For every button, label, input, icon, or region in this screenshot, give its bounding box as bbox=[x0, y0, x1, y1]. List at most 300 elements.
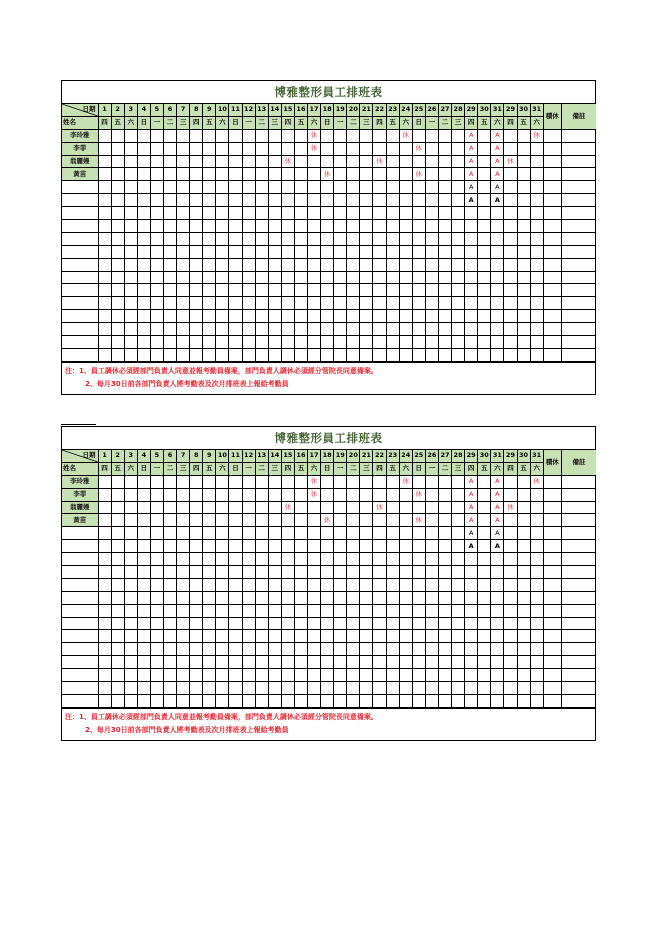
leave-cell[interactable] bbox=[543, 194, 561, 207]
schedule-cell[interactable] bbox=[360, 155, 373, 168]
schedule-cell[interactable] bbox=[190, 501, 203, 514]
leave-cell[interactable] bbox=[543, 553, 561, 566]
schedule-cell[interactable] bbox=[438, 336, 451, 349]
schedule-cell[interactable] bbox=[399, 142, 412, 155]
schedule-cell[interactable]: A bbox=[465, 501, 478, 514]
schedule-cell[interactable] bbox=[373, 220, 386, 233]
schedule-cell[interactable] bbox=[399, 527, 412, 540]
schedule-cell[interactable] bbox=[124, 207, 137, 220]
schedule-cell[interactable] bbox=[438, 220, 451, 233]
schedule-cell[interactable] bbox=[412, 501, 425, 514]
schedule-cell[interactable] bbox=[491, 207, 504, 220]
schedule-cell[interactable] bbox=[137, 323, 150, 336]
schedule-cell[interactable] bbox=[504, 630, 517, 643]
schedule-cell[interactable] bbox=[386, 591, 399, 604]
leave-cell[interactable] bbox=[543, 142, 561, 155]
schedule-cell[interactable] bbox=[321, 336, 334, 349]
schedule-cell[interactable] bbox=[373, 181, 386, 194]
schedule-cell[interactable] bbox=[399, 310, 412, 323]
schedule-cell[interactable] bbox=[308, 682, 321, 695]
schedule-cell[interactable] bbox=[517, 297, 530, 310]
schedule-cell[interactable] bbox=[360, 591, 373, 604]
schedule-cell[interactable] bbox=[190, 258, 203, 271]
schedule-cell[interactable] bbox=[255, 514, 268, 527]
schedule-cell[interactable] bbox=[478, 566, 491, 579]
schedule-cell[interactable] bbox=[124, 669, 137, 682]
schedule-cell[interactable] bbox=[98, 578, 111, 591]
schedule-cell[interactable] bbox=[98, 617, 111, 630]
schedule-cell[interactable] bbox=[124, 578, 137, 591]
schedule-cell[interactable]: A bbox=[491, 475, 504, 488]
schedule-cell[interactable] bbox=[386, 129, 399, 142]
schedule-cell[interactable] bbox=[504, 207, 517, 220]
schedule-cell[interactable] bbox=[399, 553, 412, 566]
schedule-cell[interactable]: A bbox=[465, 527, 478, 540]
schedule-cell[interactable] bbox=[294, 323, 307, 336]
schedule-cell[interactable] bbox=[281, 540, 294, 553]
employee-name[interactable] bbox=[62, 643, 98, 656]
schedule-cell[interactable] bbox=[373, 348, 386, 361]
schedule-cell[interactable] bbox=[242, 617, 255, 630]
schedule-cell[interactable] bbox=[242, 682, 255, 695]
schedule-cell[interactable] bbox=[321, 323, 334, 336]
schedule-cell[interactable] bbox=[124, 168, 137, 181]
schedule-cell[interactable] bbox=[360, 694, 373, 707]
schedule-cell[interactable] bbox=[465, 323, 478, 336]
schedule-cell[interactable] bbox=[425, 310, 438, 323]
schedule-cell[interactable] bbox=[255, 271, 268, 284]
schedule-cell[interactable] bbox=[517, 284, 530, 297]
schedule-cell[interactable] bbox=[425, 643, 438, 656]
schedule-cell[interactable] bbox=[111, 553, 124, 566]
schedule-cell[interactable] bbox=[530, 501, 543, 514]
schedule-cell[interactable] bbox=[203, 540, 216, 553]
schedule-cell[interactable] bbox=[491, 271, 504, 284]
schedule-cell[interactable] bbox=[242, 142, 255, 155]
schedule-cell[interactable] bbox=[321, 348, 334, 361]
remarks-cell[interactable] bbox=[561, 604, 596, 617]
schedule-cell[interactable] bbox=[281, 194, 294, 207]
schedule-cell[interactable] bbox=[412, 220, 425, 233]
schedule-cell[interactable] bbox=[412, 207, 425, 220]
schedule-cell[interactable] bbox=[517, 643, 530, 656]
schedule-cell[interactable] bbox=[347, 553, 360, 566]
schedule-cell[interactable] bbox=[347, 310, 360, 323]
schedule-cell[interactable] bbox=[203, 514, 216, 527]
schedule-cell[interactable] bbox=[98, 348, 111, 361]
schedule-cell[interactable] bbox=[137, 514, 150, 527]
schedule-cell[interactable] bbox=[255, 310, 268, 323]
schedule-cell[interactable] bbox=[399, 258, 412, 271]
schedule-cell[interactable] bbox=[294, 142, 307, 155]
schedule-cell[interactable] bbox=[124, 232, 137, 245]
schedule-cell[interactable] bbox=[124, 514, 137, 527]
schedule-cell[interactable] bbox=[98, 475, 111, 488]
schedule-cell[interactable] bbox=[308, 207, 321, 220]
schedule-cell[interactable]: 休 bbox=[308, 129, 321, 142]
remarks-cell[interactable] bbox=[561, 129, 596, 142]
schedule-cell[interactable] bbox=[98, 514, 111, 527]
schedule-cell[interactable] bbox=[478, 694, 491, 707]
schedule-cell[interactable] bbox=[478, 155, 491, 168]
schedule-cell[interactable] bbox=[137, 181, 150, 194]
schedule-cell[interactable] bbox=[530, 155, 543, 168]
schedule-cell[interactable] bbox=[281, 297, 294, 310]
schedule-cell[interactable] bbox=[216, 271, 229, 284]
schedule-cell[interactable] bbox=[438, 604, 451, 617]
remarks-cell[interactable] bbox=[561, 245, 596, 258]
schedule-cell[interactable] bbox=[216, 553, 229, 566]
schedule-cell[interactable]: A bbox=[491, 155, 504, 168]
schedule-cell[interactable] bbox=[438, 323, 451, 336]
schedule-cell[interactable] bbox=[190, 155, 203, 168]
leave-cell[interactable] bbox=[543, 271, 561, 284]
schedule-cell[interactable] bbox=[321, 310, 334, 323]
schedule-cell[interactable] bbox=[438, 501, 451, 514]
schedule-cell[interactable] bbox=[203, 630, 216, 643]
remarks-cell[interactable] bbox=[561, 643, 596, 656]
schedule-cell[interactable] bbox=[491, 258, 504, 271]
remarks-cell[interactable] bbox=[561, 220, 596, 233]
schedule-cell[interactable] bbox=[294, 591, 307, 604]
schedule-cell[interactable] bbox=[347, 284, 360, 297]
schedule-cell[interactable] bbox=[386, 669, 399, 682]
schedule-cell[interactable] bbox=[203, 682, 216, 695]
schedule-cell[interactable] bbox=[137, 682, 150, 695]
schedule-cell[interactable] bbox=[124, 566, 137, 579]
schedule-cell[interactable] bbox=[111, 488, 124, 501]
leave-cell[interactable] bbox=[543, 540, 561, 553]
schedule-cell[interactable] bbox=[347, 168, 360, 181]
schedule-cell[interactable] bbox=[177, 656, 190, 669]
schedule-cell[interactable] bbox=[268, 323, 281, 336]
schedule-cell[interactable] bbox=[360, 501, 373, 514]
schedule-cell[interactable]: 休 bbox=[412, 514, 425, 527]
schedule-cell[interactable] bbox=[504, 591, 517, 604]
schedule-cell[interactable] bbox=[98, 271, 111, 284]
schedule-cell[interactable] bbox=[517, 591, 530, 604]
schedule-cell[interactable] bbox=[491, 591, 504, 604]
schedule-cell[interactable] bbox=[190, 129, 203, 142]
schedule-cell[interactable] bbox=[190, 566, 203, 579]
schedule-cell[interactable] bbox=[438, 284, 451, 297]
schedule-cell[interactable] bbox=[334, 323, 347, 336]
schedule-cell[interactable] bbox=[190, 297, 203, 310]
leave-cell[interactable] bbox=[543, 245, 561, 258]
schedule-cell[interactable] bbox=[255, 578, 268, 591]
schedule-cell[interactable] bbox=[229, 168, 242, 181]
schedule-cell[interactable] bbox=[98, 656, 111, 669]
schedule-cell[interactable] bbox=[294, 297, 307, 310]
schedule-cell[interactable] bbox=[203, 604, 216, 617]
schedule-cell[interactable] bbox=[360, 566, 373, 579]
schedule-cell[interactable] bbox=[425, 514, 438, 527]
schedule-cell[interactable] bbox=[111, 323, 124, 336]
schedule-cell[interactable] bbox=[124, 617, 137, 630]
schedule-cell[interactable] bbox=[229, 501, 242, 514]
schedule-cell[interactable] bbox=[399, 643, 412, 656]
schedule-cell[interactable] bbox=[190, 310, 203, 323]
schedule-cell[interactable] bbox=[203, 310, 216, 323]
schedule-cell[interactable] bbox=[478, 656, 491, 669]
schedule-cell[interactable] bbox=[373, 310, 386, 323]
schedule-cell[interactable] bbox=[438, 643, 451, 656]
schedule-cell[interactable] bbox=[321, 682, 334, 695]
schedule-cell[interactable] bbox=[177, 501, 190, 514]
schedule-cell[interactable] bbox=[229, 323, 242, 336]
schedule-cell[interactable] bbox=[399, 604, 412, 617]
schedule-cell[interactable] bbox=[294, 245, 307, 258]
schedule-cell[interactable] bbox=[203, 488, 216, 501]
schedule-cell[interactable] bbox=[399, 591, 412, 604]
schedule-cell[interactable] bbox=[386, 553, 399, 566]
schedule-cell[interactable] bbox=[216, 514, 229, 527]
schedule-cell[interactable] bbox=[373, 475, 386, 488]
schedule-cell[interactable] bbox=[255, 682, 268, 695]
schedule-cell[interactable] bbox=[242, 553, 255, 566]
schedule-cell[interactable] bbox=[190, 527, 203, 540]
schedule-cell[interactable] bbox=[452, 323, 465, 336]
schedule-cell[interactable] bbox=[268, 591, 281, 604]
schedule-cell[interactable] bbox=[425, 336, 438, 349]
schedule-cell[interactable] bbox=[111, 129, 124, 142]
schedule-cell[interactable] bbox=[347, 630, 360, 643]
schedule-cell[interactable] bbox=[98, 669, 111, 682]
schedule-cell[interactable] bbox=[137, 297, 150, 310]
schedule-cell[interactable]: A bbox=[465, 181, 478, 194]
schedule-cell[interactable] bbox=[98, 643, 111, 656]
schedule-cell[interactable] bbox=[465, 643, 478, 656]
schedule-cell[interactable] bbox=[111, 527, 124, 540]
remarks-cell[interactable] bbox=[561, 591, 596, 604]
schedule-cell[interactable] bbox=[334, 669, 347, 682]
schedule-cell[interactable] bbox=[124, 194, 137, 207]
schedule-cell[interactable] bbox=[190, 284, 203, 297]
schedule-cell[interactable] bbox=[360, 514, 373, 527]
schedule-cell[interactable] bbox=[255, 323, 268, 336]
schedule-cell[interactable] bbox=[242, 527, 255, 540]
schedule-cell[interactable] bbox=[334, 194, 347, 207]
schedule-cell[interactable] bbox=[386, 142, 399, 155]
schedule-cell[interactable] bbox=[347, 220, 360, 233]
schedule-cell[interactable] bbox=[268, 181, 281, 194]
schedule-cell[interactable] bbox=[517, 578, 530, 591]
schedule-cell[interactable] bbox=[124, 323, 137, 336]
schedule-cell[interactable] bbox=[504, 284, 517, 297]
schedule-cell[interactable] bbox=[242, 669, 255, 682]
schedule-cell[interactable] bbox=[111, 617, 124, 630]
schedule-cell[interactable] bbox=[386, 181, 399, 194]
schedule-cell[interactable] bbox=[321, 155, 334, 168]
schedule-cell[interactable] bbox=[478, 553, 491, 566]
schedule-cell[interactable] bbox=[386, 488, 399, 501]
schedule-cell[interactable] bbox=[334, 168, 347, 181]
schedule-cell[interactable] bbox=[321, 475, 334, 488]
schedule-cell[interactable] bbox=[478, 617, 491, 630]
schedule-cell[interactable] bbox=[150, 643, 163, 656]
schedule-cell[interactable]: A bbox=[491, 168, 504, 181]
schedule-cell[interactable] bbox=[347, 656, 360, 669]
schedule-cell[interactable] bbox=[412, 553, 425, 566]
leave-cell[interactable] bbox=[543, 336, 561, 349]
schedule-cell[interactable] bbox=[163, 271, 176, 284]
schedule-cell[interactable] bbox=[452, 245, 465, 258]
schedule-cell[interactable] bbox=[321, 129, 334, 142]
schedule-cell[interactable] bbox=[294, 310, 307, 323]
schedule-cell[interactable] bbox=[412, 656, 425, 669]
schedule-cell[interactable] bbox=[308, 220, 321, 233]
schedule-cell[interactable] bbox=[137, 566, 150, 579]
schedule-cell[interactable] bbox=[386, 232, 399, 245]
schedule-cell[interactable] bbox=[242, 656, 255, 669]
schedule-cell[interactable] bbox=[530, 258, 543, 271]
schedule-cell[interactable] bbox=[373, 527, 386, 540]
schedule-cell[interactable]: 休 bbox=[412, 168, 425, 181]
schedule-cell[interactable] bbox=[491, 245, 504, 258]
schedule-cell[interactable] bbox=[242, 155, 255, 168]
employee-name[interactable] bbox=[62, 284, 98, 297]
schedule-cell[interactable] bbox=[203, 297, 216, 310]
schedule-cell[interactable] bbox=[98, 245, 111, 258]
employee-name[interactable] bbox=[62, 578, 98, 591]
schedule-cell[interactable] bbox=[386, 630, 399, 643]
schedule-cell[interactable] bbox=[268, 540, 281, 553]
schedule-cell[interactable] bbox=[163, 694, 176, 707]
schedule-cell[interactable] bbox=[386, 245, 399, 258]
schedule-cell[interactable] bbox=[321, 643, 334, 656]
leave-cell[interactable] bbox=[543, 656, 561, 669]
schedule-cell[interactable] bbox=[124, 643, 137, 656]
schedule-cell[interactable] bbox=[150, 682, 163, 695]
schedule-cell[interactable] bbox=[308, 540, 321, 553]
schedule-cell[interactable] bbox=[491, 284, 504, 297]
schedule-cell[interactable] bbox=[203, 323, 216, 336]
schedule-cell[interactable] bbox=[111, 578, 124, 591]
schedule-cell[interactable] bbox=[216, 475, 229, 488]
schedule-cell[interactable] bbox=[373, 553, 386, 566]
schedule-cell[interactable] bbox=[190, 220, 203, 233]
schedule-cell[interactable] bbox=[386, 271, 399, 284]
schedule-cell[interactable] bbox=[347, 207, 360, 220]
schedule-cell[interactable] bbox=[294, 527, 307, 540]
schedule-cell[interactable] bbox=[281, 669, 294, 682]
schedule-cell[interactable] bbox=[216, 694, 229, 707]
schedule-cell[interactable] bbox=[517, 617, 530, 630]
schedule-cell[interactable] bbox=[98, 194, 111, 207]
schedule-cell[interactable] bbox=[452, 220, 465, 233]
schedule-cell[interactable] bbox=[229, 348, 242, 361]
schedule-cell[interactable] bbox=[111, 540, 124, 553]
schedule-cell[interactable] bbox=[308, 591, 321, 604]
schedule-cell[interactable] bbox=[438, 527, 451, 540]
schedule-cell[interactable] bbox=[530, 168, 543, 181]
schedule-cell[interactable] bbox=[452, 604, 465, 617]
schedule-cell[interactable] bbox=[229, 258, 242, 271]
schedule-cell[interactable] bbox=[177, 348, 190, 361]
schedule-cell[interactable] bbox=[386, 336, 399, 349]
schedule-cell[interactable] bbox=[229, 540, 242, 553]
schedule-cell[interactable] bbox=[504, 578, 517, 591]
schedule-cell[interactable] bbox=[281, 348, 294, 361]
schedule-cell[interactable] bbox=[98, 207, 111, 220]
schedule-cell[interactable] bbox=[530, 232, 543, 245]
schedule-cell[interactable] bbox=[334, 336, 347, 349]
schedule-cell[interactable] bbox=[465, 578, 478, 591]
schedule-cell[interactable] bbox=[242, 566, 255, 579]
schedule-cell[interactable] bbox=[517, 669, 530, 682]
schedule-cell[interactable] bbox=[268, 630, 281, 643]
schedule-cell[interactable] bbox=[203, 656, 216, 669]
schedule-cell[interactable]: A bbox=[491, 501, 504, 514]
schedule-cell[interactable] bbox=[334, 220, 347, 233]
schedule-cell[interactable] bbox=[452, 258, 465, 271]
schedule-cell[interactable] bbox=[111, 643, 124, 656]
schedule-cell[interactable] bbox=[530, 643, 543, 656]
schedule-cell[interactable] bbox=[163, 682, 176, 695]
schedule-cell[interactable] bbox=[386, 501, 399, 514]
schedule-cell[interactable] bbox=[386, 168, 399, 181]
schedule-cell[interactable] bbox=[111, 181, 124, 194]
employee-name[interactable] bbox=[62, 630, 98, 643]
schedule-cell[interactable] bbox=[98, 232, 111, 245]
schedule-cell[interactable] bbox=[438, 258, 451, 271]
schedule-cell[interactable] bbox=[334, 527, 347, 540]
schedule-cell[interactable]: A bbox=[465, 155, 478, 168]
schedule-cell[interactable] bbox=[203, 348, 216, 361]
schedule-cell[interactable] bbox=[268, 527, 281, 540]
schedule-cell[interactable] bbox=[478, 232, 491, 245]
schedule-cell[interactable] bbox=[150, 514, 163, 527]
schedule-cell[interactable] bbox=[412, 527, 425, 540]
schedule-cell[interactable] bbox=[425, 284, 438, 297]
remarks-cell[interactable] bbox=[561, 669, 596, 682]
schedule-cell[interactable] bbox=[111, 271, 124, 284]
schedule-cell[interactable] bbox=[321, 271, 334, 284]
schedule-cell[interactable] bbox=[386, 527, 399, 540]
schedule-cell[interactable] bbox=[163, 540, 176, 553]
schedule-cell[interactable] bbox=[347, 232, 360, 245]
schedule-cell[interactable] bbox=[465, 682, 478, 695]
schedule-cell[interactable] bbox=[373, 129, 386, 142]
schedule-cell[interactable] bbox=[294, 336, 307, 349]
schedule-cell[interactable]: 休 bbox=[412, 488, 425, 501]
schedule-cell[interactable] bbox=[504, 168, 517, 181]
schedule-cell[interactable] bbox=[163, 297, 176, 310]
schedule-cell[interactable] bbox=[360, 297, 373, 310]
schedule-cell[interactable] bbox=[281, 232, 294, 245]
schedule-cell[interactable] bbox=[203, 527, 216, 540]
schedule-cell[interactable] bbox=[347, 540, 360, 553]
schedule-cell[interactable] bbox=[177, 258, 190, 271]
schedule-cell[interactable] bbox=[190, 207, 203, 220]
schedule-cell[interactable] bbox=[268, 578, 281, 591]
schedule-cell[interactable] bbox=[478, 142, 491, 155]
schedule-cell[interactable] bbox=[216, 297, 229, 310]
schedule-cell[interactable] bbox=[412, 232, 425, 245]
schedule-cell[interactable] bbox=[452, 488, 465, 501]
schedule-cell[interactable] bbox=[294, 514, 307, 527]
schedule-cell[interactable] bbox=[347, 669, 360, 682]
schedule-cell[interactable] bbox=[255, 348, 268, 361]
schedule-cell[interactable] bbox=[386, 155, 399, 168]
schedule-cell[interactable]: 休 bbox=[412, 142, 425, 155]
employee-name[interactable] bbox=[62, 310, 98, 323]
schedule-cell[interactable] bbox=[294, 617, 307, 630]
schedule-cell[interactable] bbox=[163, 245, 176, 258]
schedule-cell[interactable] bbox=[216, 323, 229, 336]
schedule-cell[interactable] bbox=[150, 540, 163, 553]
schedule-cell[interactable] bbox=[150, 604, 163, 617]
